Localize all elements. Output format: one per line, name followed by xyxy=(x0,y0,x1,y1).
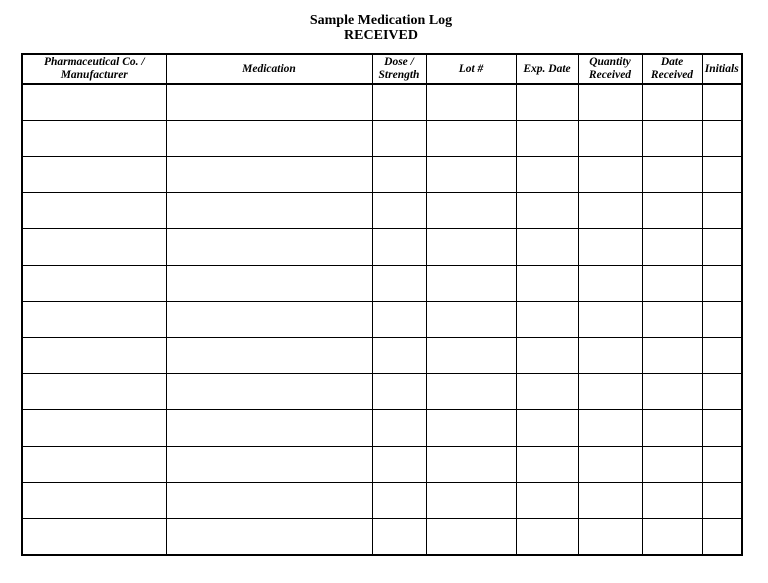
table-row xyxy=(22,193,742,229)
table-cell[interactable] xyxy=(642,338,702,374)
table-cell[interactable] xyxy=(426,84,516,120)
table-cell[interactable] xyxy=(516,410,578,446)
table-cell[interactable] xyxy=(578,229,642,265)
table-cell[interactable] xyxy=(22,374,166,410)
table-cell[interactable] xyxy=(372,84,426,120)
table-cell[interactable] xyxy=(166,229,372,265)
table-cell[interactable] xyxy=(22,84,166,120)
table-cell[interactable] xyxy=(166,374,372,410)
table-cell[interactable] xyxy=(578,84,642,120)
table-cell[interactable] xyxy=(426,446,516,482)
table-cell[interactable] xyxy=(372,410,426,446)
table-cell[interactable] xyxy=(166,410,372,446)
table-cell[interactable] xyxy=(372,519,426,555)
table-cell[interactable] xyxy=(516,301,578,337)
table-cell[interactable] xyxy=(642,410,702,446)
table-cell[interactable] xyxy=(166,193,372,229)
table-cell[interactable] xyxy=(578,374,642,410)
table-cell[interactable] xyxy=(166,265,372,301)
table-cell[interactable] xyxy=(516,482,578,518)
table-cell[interactable] xyxy=(166,482,372,518)
header-row xyxy=(22,54,742,84)
table-cell[interactable] xyxy=(642,84,702,120)
table-cell[interactable] xyxy=(702,446,742,482)
table-cell[interactable] xyxy=(642,446,702,482)
table-cell[interactable] xyxy=(372,482,426,518)
table-cell[interactable] xyxy=(578,265,642,301)
table-cell[interactable] xyxy=(702,156,742,192)
table-cell[interactable] xyxy=(642,229,702,265)
table-cell[interactable] xyxy=(702,338,742,374)
table-row xyxy=(22,519,742,555)
table-cell[interactable] xyxy=(642,301,702,337)
table-cell[interactable] xyxy=(642,374,702,410)
table-cell[interactable] xyxy=(426,265,516,301)
table-cell[interactable] xyxy=(426,374,516,410)
table-cell[interactable] xyxy=(426,338,516,374)
table-cell[interactable] xyxy=(426,229,516,265)
table-cell[interactable] xyxy=(22,265,166,301)
table-row xyxy=(22,120,742,156)
table-cell[interactable] xyxy=(426,482,516,518)
table-cell[interactable] xyxy=(166,120,372,156)
table-cell[interactable] xyxy=(22,120,166,156)
table-cell[interactable] xyxy=(702,84,742,120)
table-cell[interactable] xyxy=(642,482,702,518)
table-cell[interactable] xyxy=(702,519,742,555)
table-row xyxy=(22,301,742,337)
table-row xyxy=(22,156,742,192)
table-cell[interactable] xyxy=(166,519,372,555)
table-cell[interactable] xyxy=(578,193,642,229)
table-cell[interactable] xyxy=(516,156,578,192)
table-cell[interactable] xyxy=(516,84,578,120)
log-body xyxy=(22,84,742,555)
table-cell[interactable] xyxy=(372,120,426,156)
table-cell[interactable] xyxy=(516,338,578,374)
table-cell[interactable] xyxy=(166,84,372,120)
table-cell[interactable] xyxy=(166,446,372,482)
table-cell[interactable] xyxy=(426,193,516,229)
table-cell[interactable] xyxy=(642,265,702,301)
table-cell[interactable] xyxy=(372,446,426,482)
page-subtitle: RECEIVED xyxy=(344,28,418,43)
table-cell[interactable] xyxy=(702,193,742,229)
table-cell[interactable] xyxy=(702,229,742,265)
table-cell[interactable] xyxy=(516,265,578,301)
table-cell[interactable] xyxy=(22,410,166,446)
table-cell[interactable] xyxy=(372,338,426,374)
table-cell[interactable] xyxy=(166,338,372,374)
table-cell[interactable] xyxy=(372,193,426,229)
table-row xyxy=(22,446,742,482)
table-cell[interactable] xyxy=(372,265,426,301)
table-cell[interactable] xyxy=(426,410,516,446)
table-cell[interactable] xyxy=(642,120,702,156)
table-cell[interactable] xyxy=(22,519,166,555)
table-cell[interactable] xyxy=(702,374,742,410)
table-cell[interactable] xyxy=(22,446,166,482)
table-cell[interactable] xyxy=(516,120,578,156)
table-cell[interactable] xyxy=(642,193,702,229)
table-cell[interactable] xyxy=(702,301,742,337)
table-cell[interactable] xyxy=(516,229,578,265)
table-cell[interactable] xyxy=(642,156,702,192)
page-title: Sample Medication Log xyxy=(309,13,453,28)
table-row xyxy=(22,229,742,265)
table-cell[interactable] xyxy=(578,301,642,337)
table-row xyxy=(22,410,742,446)
table-cell[interactable] xyxy=(516,446,578,482)
table-cell[interactable] xyxy=(166,156,372,192)
table-cell[interactable] xyxy=(702,265,742,301)
table-cell[interactable] xyxy=(426,120,516,156)
table-cell[interactable] xyxy=(372,374,426,410)
col-header-medication: Medication xyxy=(166,54,372,84)
table-cell[interactable] xyxy=(426,519,516,555)
col-header-exp-date: Exp. Date xyxy=(516,54,578,84)
table-cell[interactable] xyxy=(22,156,166,192)
table-cell[interactable] xyxy=(22,229,166,265)
table-cell[interactable] xyxy=(22,193,166,229)
col-header-date-received: Date Received xyxy=(642,54,702,84)
table-cell[interactable] xyxy=(372,229,426,265)
table-cell[interactable] xyxy=(372,156,426,192)
table-cell[interactable] xyxy=(578,156,642,192)
col-header-lot: Lot # xyxy=(426,54,516,84)
medication-log-table xyxy=(21,53,743,556)
table-cell[interactable] xyxy=(702,482,742,518)
table-row xyxy=(22,482,742,518)
table-cell[interactable] xyxy=(426,301,516,337)
table-cell[interactable] xyxy=(578,519,642,555)
table-cell[interactable] xyxy=(166,301,372,337)
table-row xyxy=(22,84,742,120)
table-cell[interactable] xyxy=(22,301,166,337)
table-cell[interactable] xyxy=(578,446,642,482)
table-row xyxy=(22,374,742,410)
table-cell[interactable] xyxy=(372,301,426,337)
table-row xyxy=(22,265,742,301)
table-cell[interactable] xyxy=(516,193,578,229)
col-header-manufacturer: Pharmaceutical Co. / Manufacturer xyxy=(22,54,166,84)
table-cell[interactable] xyxy=(578,482,642,518)
table-cell[interactable] xyxy=(642,519,702,555)
table-cell[interactable] xyxy=(22,338,166,374)
table-cell[interactable] xyxy=(22,482,166,518)
table-cell[interactable] xyxy=(578,410,642,446)
table-cell[interactable] xyxy=(426,156,516,192)
col-header-initials: Initials xyxy=(702,54,742,84)
table-cell[interactable] xyxy=(578,338,642,374)
table-cell[interactable] xyxy=(702,120,742,156)
col-header-dose-strength: Dose / Strength xyxy=(372,54,426,84)
table-cell[interactable] xyxy=(578,120,642,156)
col-header-quantity-received: Quantity Received xyxy=(578,54,642,84)
table-row xyxy=(22,338,742,374)
table-cell[interactable] xyxy=(516,374,578,410)
table-cell[interactable] xyxy=(516,519,578,555)
table-cell[interactable] xyxy=(702,410,742,446)
